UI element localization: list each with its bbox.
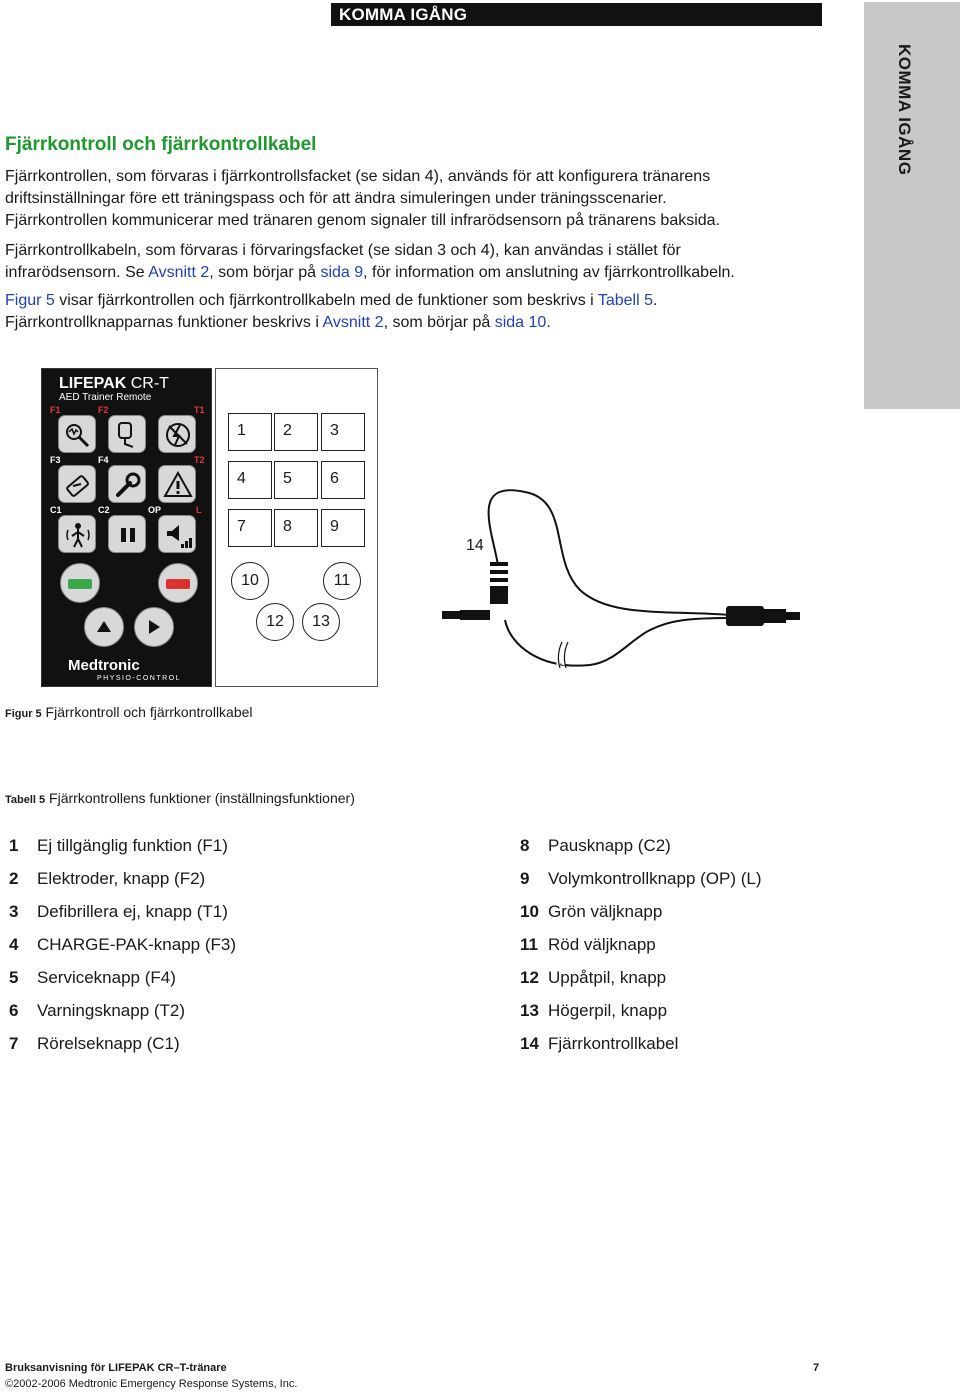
tag-c2: C2	[98, 505, 110, 515]
paragraph-cable	[5, 240, 835, 284]
item-number: 2	[9, 869, 19, 888]
callout-7: 7	[228, 509, 272, 547]
link-section-2[interactable]: Avsnitt 2	[322, 314, 384, 331]
text-run: , som börjar på	[383, 314, 495, 331]
item-description: Uppåtpil, knapp	[548, 968, 667, 987]
item-number: 5	[9, 968, 19, 987]
section-header-label: KOMMA IGÅNG	[339, 5, 468, 24]
no-shock-key	[158, 415, 196, 453]
motion-key	[58, 515, 96, 553]
callout-4: 4	[228, 461, 272, 499]
text-run: infrarödsensorn. Se	[5, 264, 149, 281]
paragraph-line: Fjärrkontrollen kommunicerar med tränaren genom signaler till infrarödsensorn på tränarens baksida.	[5, 212, 721, 229]
stethoscope-icon	[63, 420, 93, 450]
red-select-key	[158, 563, 198, 603]
callout-13: 13	[302, 603, 340, 641]
figure-caption-text: Fjärrkontroll och fjärrkontrollkabel	[41, 704, 253, 720]
person-motion-icon	[63, 520, 93, 550]
wrench-icon	[113, 470, 143, 500]
item-description: Volymkontrollknapp (OP) (L)	[548, 869, 762, 888]
item-description: Grön väljknapp	[548, 902, 663, 921]
remote-subtitle: AED Trainer Remote	[59, 392, 152, 403]
green-select-key	[60, 563, 100, 603]
red-slot	[166, 579, 190, 589]
tag-f2: F2	[98, 405, 109, 415]
item-number: 12	[520, 968, 539, 987]
text-run: visar fjärrkontrollen och fjärrkontrollkabeln med de funktioner som beskrivs i	[54, 292, 598, 309]
paragraph-line	[5, 312, 835, 334]
tag-f1: F1	[50, 405, 61, 415]
up-arrow-icon	[85, 608, 123, 646]
callout-2: 2	[274, 413, 318, 451]
text-run: , som börjar på	[209, 264, 321, 281]
remote-cable-illustration	[430, 470, 810, 695]
table-label: Tabell 5	[5, 794, 46, 806]
item-number: 4	[9, 935, 19, 954]
paragraph-line: driftsinställningar före ett träningspass och för att ändra simuleringen under träningsscenarier.	[5, 190, 667, 207]
tag-l: L	[196, 505, 202, 515]
callout-8: 8	[274, 509, 318, 547]
pause-icon	[113, 520, 143, 550]
callout-6: 6	[321, 461, 365, 499]
warning-triangle-icon	[163, 470, 193, 500]
item-description: Varningsknapp (T2)	[37, 1001, 186, 1020]
tag-t1: T1	[194, 405, 205, 415]
item-description: Elektroder, knapp (F2)	[37, 869, 206, 888]
item-description: CHARGE-PAK-knapp (F3)	[37, 935, 237, 954]
callout-3: 3	[321, 413, 365, 451]
warning-key	[158, 465, 196, 503]
tag-c1: C1	[50, 505, 62, 515]
charge-pak-key	[58, 465, 96, 503]
paragraph-line: Fjärrkontrollkabeln, som förvaras i förvaringsfacket (se sidan 3 och 4), kan användas i stället för	[5, 242, 681, 259]
tag-op: OP	[148, 505, 162, 515]
item-number: 13	[520, 1001, 539, 1020]
tag-f3: F3	[50, 455, 61, 465]
table-caption	[5, 790, 355, 806]
item-number: 10	[520, 902, 539, 921]
item-description: Ej tillgänglig funktion (F1)	[37, 836, 228, 855]
figure-label: Figur 5	[5, 708, 42, 720]
right-arrow-key	[134, 607, 174, 647]
footer-copyright: ©2002-2006 Medtronic Emergency Response Systems, Inc.	[5, 1378, 298, 1390]
callout-11: 11	[323, 562, 361, 600]
item-number: 8	[520, 836, 530, 855]
link-page-9[interactable]: sida 9	[320, 264, 364, 281]
callout-5: 5	[274, 461, 318, 499]
item-number: 1	[9, 836, 19, 855]
link-figure-5[interactable]: Figur 5	[5, 292, 55, 309]
remote-control-illustration	[41, 368, 212, 687]
callout-12: 12	[256, 603, 294, 641]
item-number: 14	[520, 1034, 539, 1053]
side-section-tab	[864, 2, 960, 409]
item-number: 11	[520, 935, 538, 954]
item-number: 6	[9, 1001, 19, 1020]
item-description: Röd väljknapp	[548, 935, 656, 954]
item-description: Serviceknapp (F4)	[37, 968, 176, 987]
section-title: Fjärrkontroll och fjärrkontrollkabel	[5, 134, 317, 155]
item-description: Högerpil, knapp	[548, 1001, 668, 1020]
callout-14: 14	[466, 537, 484, 554]
item-description: Rörelseknapp (C1)	[37, 1034, 180, 1053]
electrode-off-key	[58, 415, 96, 453]
no-shock-icon	[163, 420, 193, 450]
link-page-10[interactable]: sida 10	[494, 314, 547, 331]
text-run: .	[546, 314, 551, 331]
maker-sub-logo: PHYSIO-CONTROL	[97, 675, 182, 682]
footer-page-number: 7	[813, 1362, 820, 1374]
paragraph-figure-ref	[5, 290, 835, 334]
item-description: Defibrillera ej, knapp (T1)	[37, 902, 228, 921]
text-run: .	[653, 292, 658, 309]
battery-icon	[63, 470, 93, 500]
callout-panel	[215, 368, 378, 687]
remote-brand	[59, 375, 169, 393]
service-key	[108, 465, 146, 503]
text-run: Fjärrkontrollknapparnas funktioner beskrivs i	[5, 314, 323, 331]
green-slot	[68, 579, 92, 589]
maker-logo: Medtronic	[68, 657, 140, 674]
paragraph-line	[5, 262, 835, 284]
paragraph-intro	[5, 166, 835, 232]
electrode-pad-icon	[113, 420, 143, 450]
item-description: Fjärrkontrollkabel	[548, 1034, 679, 1053]
pause-key	[108, 515, 146, 553]
speaker-volume-icon	[163, 520, 193, 550]
volume-key	[158, 515, 196, 553]
section-header-bar	[331, 3, 822, 26]
callout-9: 9	[321, 509, 365, 547]
tag-f4: F4	[98, 455, 109, 465]
right-arrow-icon	[135, 608, 173, 646]
item-number: 7	[9, 1034, 19, 1053]
item-number: 9	[520, 869, 530, 888]
item-description: Pausknapp (C2)	[548, 836, 671, 855]
figure-caption	[5, 704, 253, 720]
table-caption-text: Fjärrkontrollens funktioner (inställningsfunktioner)	[45, 790, 355, 806]
tag-t2: T2	[194, 455, 205, 465]
remote-model: CR-T	[126, 375, 169, 392]
paragraph-line: Fjärrkontrollen, som förvaras i fjärrkontrollsfacket (se sidan 4), används för att konfigurera tränarens	[5, 168, 711, 185]
electrode-key	[108, 415, 146, 453]
footer-manual-title: Bruksanvisning för LIFEPAK CR–T-tränare	[5, 1362, 227, 1374]
up-arrow-key	[84, 607, 124, 647]
paragraph-line	[5, 290, 835, 312]
side-tab-label: KOMMA IGÅNG	[895, 44, 914, 176]
item-number: 3	[9, 902, 19, 921]
callout-1: 1	[228, 413, 272, 451]
link-section-2[interactable]: Avsnitt 2	[148, 264, 210, 281]
remote-brand-name: LIFEPAK	[59, 375, 127, 392]
callout-10: 10	[231, 562, 269, 600]
link-table-5[interactable]: Tabell 5	[597, 292, 653, 309]
text-run: , för information om anslutning av fjärrkontrollkabeln.	[363, 264, 735, 281]
